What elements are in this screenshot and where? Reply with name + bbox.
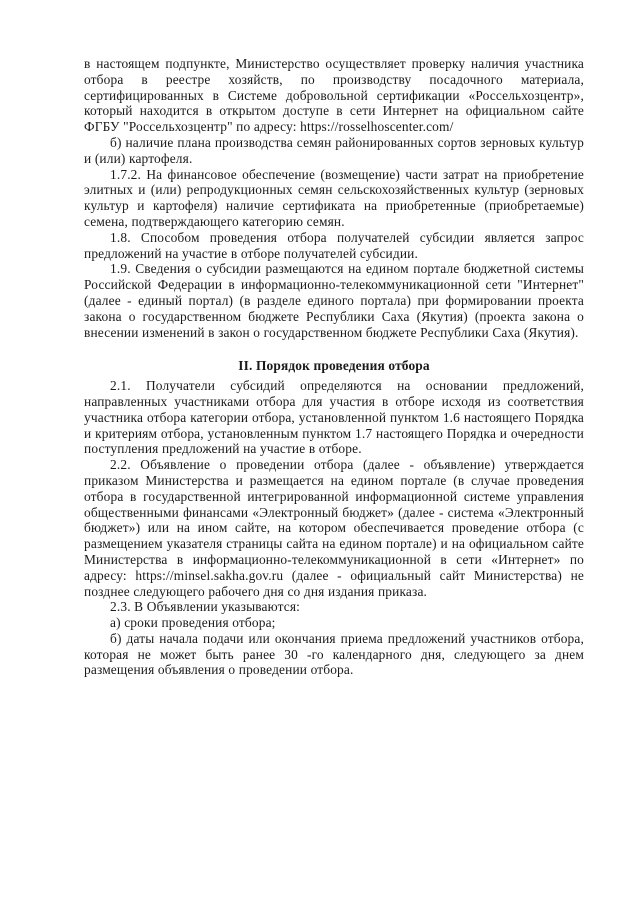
paragraph-continuation: в настоящем подпункте, Министерство осуществляет проверку наличия участника отбора в реестре хозяйств, по производству посадочного материала, сертифицированных в Системе добровольной сертификации «Россельхозцентр», который находится в открытом доступе в сети Интернет на официальном сайте ФГБУ "Россельхозцентр" по адресу: https://rosselhoscenter.com/ xyxy=(84,56,584,135)
paragraph-item-b: б) наличие плана производства семян районированных сортов зерновых культур и (или) картофеля. xyxy=(84,134,584,166)
paragraph-1-7-2: 1.7.2. На финансовое обеспечение (возмещение) части затрат на приобретение элитных и (или) репродукционных семян сельскохозяйственных культур (зерновых культур и картофеля) наличие сертификата на приобретенные (приобретаемые) семена, подтверждающего категорию семян. xyxy=(84,166,584,229)
paragraph-1-9: 1.9. Сведения о субсидии размещаются на едином портале бюджетной системы Российской Федерации в информационно-телекоммуникационной сети "Интернет" (далее - единый портал) (в разделе единого портала) при формировании проекта закона о государственном бюджете Республики Саха (Якутия) (проекта закона о внесении изменений в закон о государственном бюджете Республики Саха (Якутия). xyxy=(84,261,584,340)
paragraph-1-8: 1.8. Способом проведения отбора получателей субсидии является запрос предложений на участие в отборе получателей субсидии. xyxy=(84,229,584,261)
paragraph-2-3-a: а) сроки проведения отбора; xyxy=(110,615,276,631)
section-heading: II. Порядок проведения отбора xyxy=(238,358,430,374)
paragraph-2-1: 2.1. Получатели субсидий определяются на основании предложений, направленных участниками отбора для участия в отборе исходя из соответствия участника отбора категории отбора, установленной пунктом 1.6 настоящего Порядка и критериям отбора, установленным пунктом 1.7 настоящего Порядка и очередности поступления предложений на участие в отборе. xyxy=(84,378,584,457)
document-body xyxy=(84,56,584,678)
paragraph-2-3-b: б) даты начала подачи или окончания приема предложений участников отбора, которая не может быть ранее 30 -го календарного дня, следующего за днем размещения объявления о проведении отбора. xyxy=(84,630,584,678)
paragraph-2-2: 2.2. Объявление о проведении отбора (далее - объявление) утверждается приказом Министерства и размещается на едином портале (в случае проведения отбора в государственной интегрированной информационной системе управления общественными финансами «Электронный бюджет» (далее - система «Электронный бюджет») или на ином сайте, на котором обеспечивается проведение отбора (с размещением указателя страницы сайта на едином портале) и на официальном сайте Министерства в информационно-телекоммуникационной в сети «Интернет» по адресу: https://minsel.sakha.gov.ru (далее - официальный сайт Министерства) не позднее следующего рабочего дня со дня издания приказа. xyxy=(84,457,584,599)
paragraph-2-3: 2.3. В Объявлении указываются: xyxy=(110,599,301,615)
